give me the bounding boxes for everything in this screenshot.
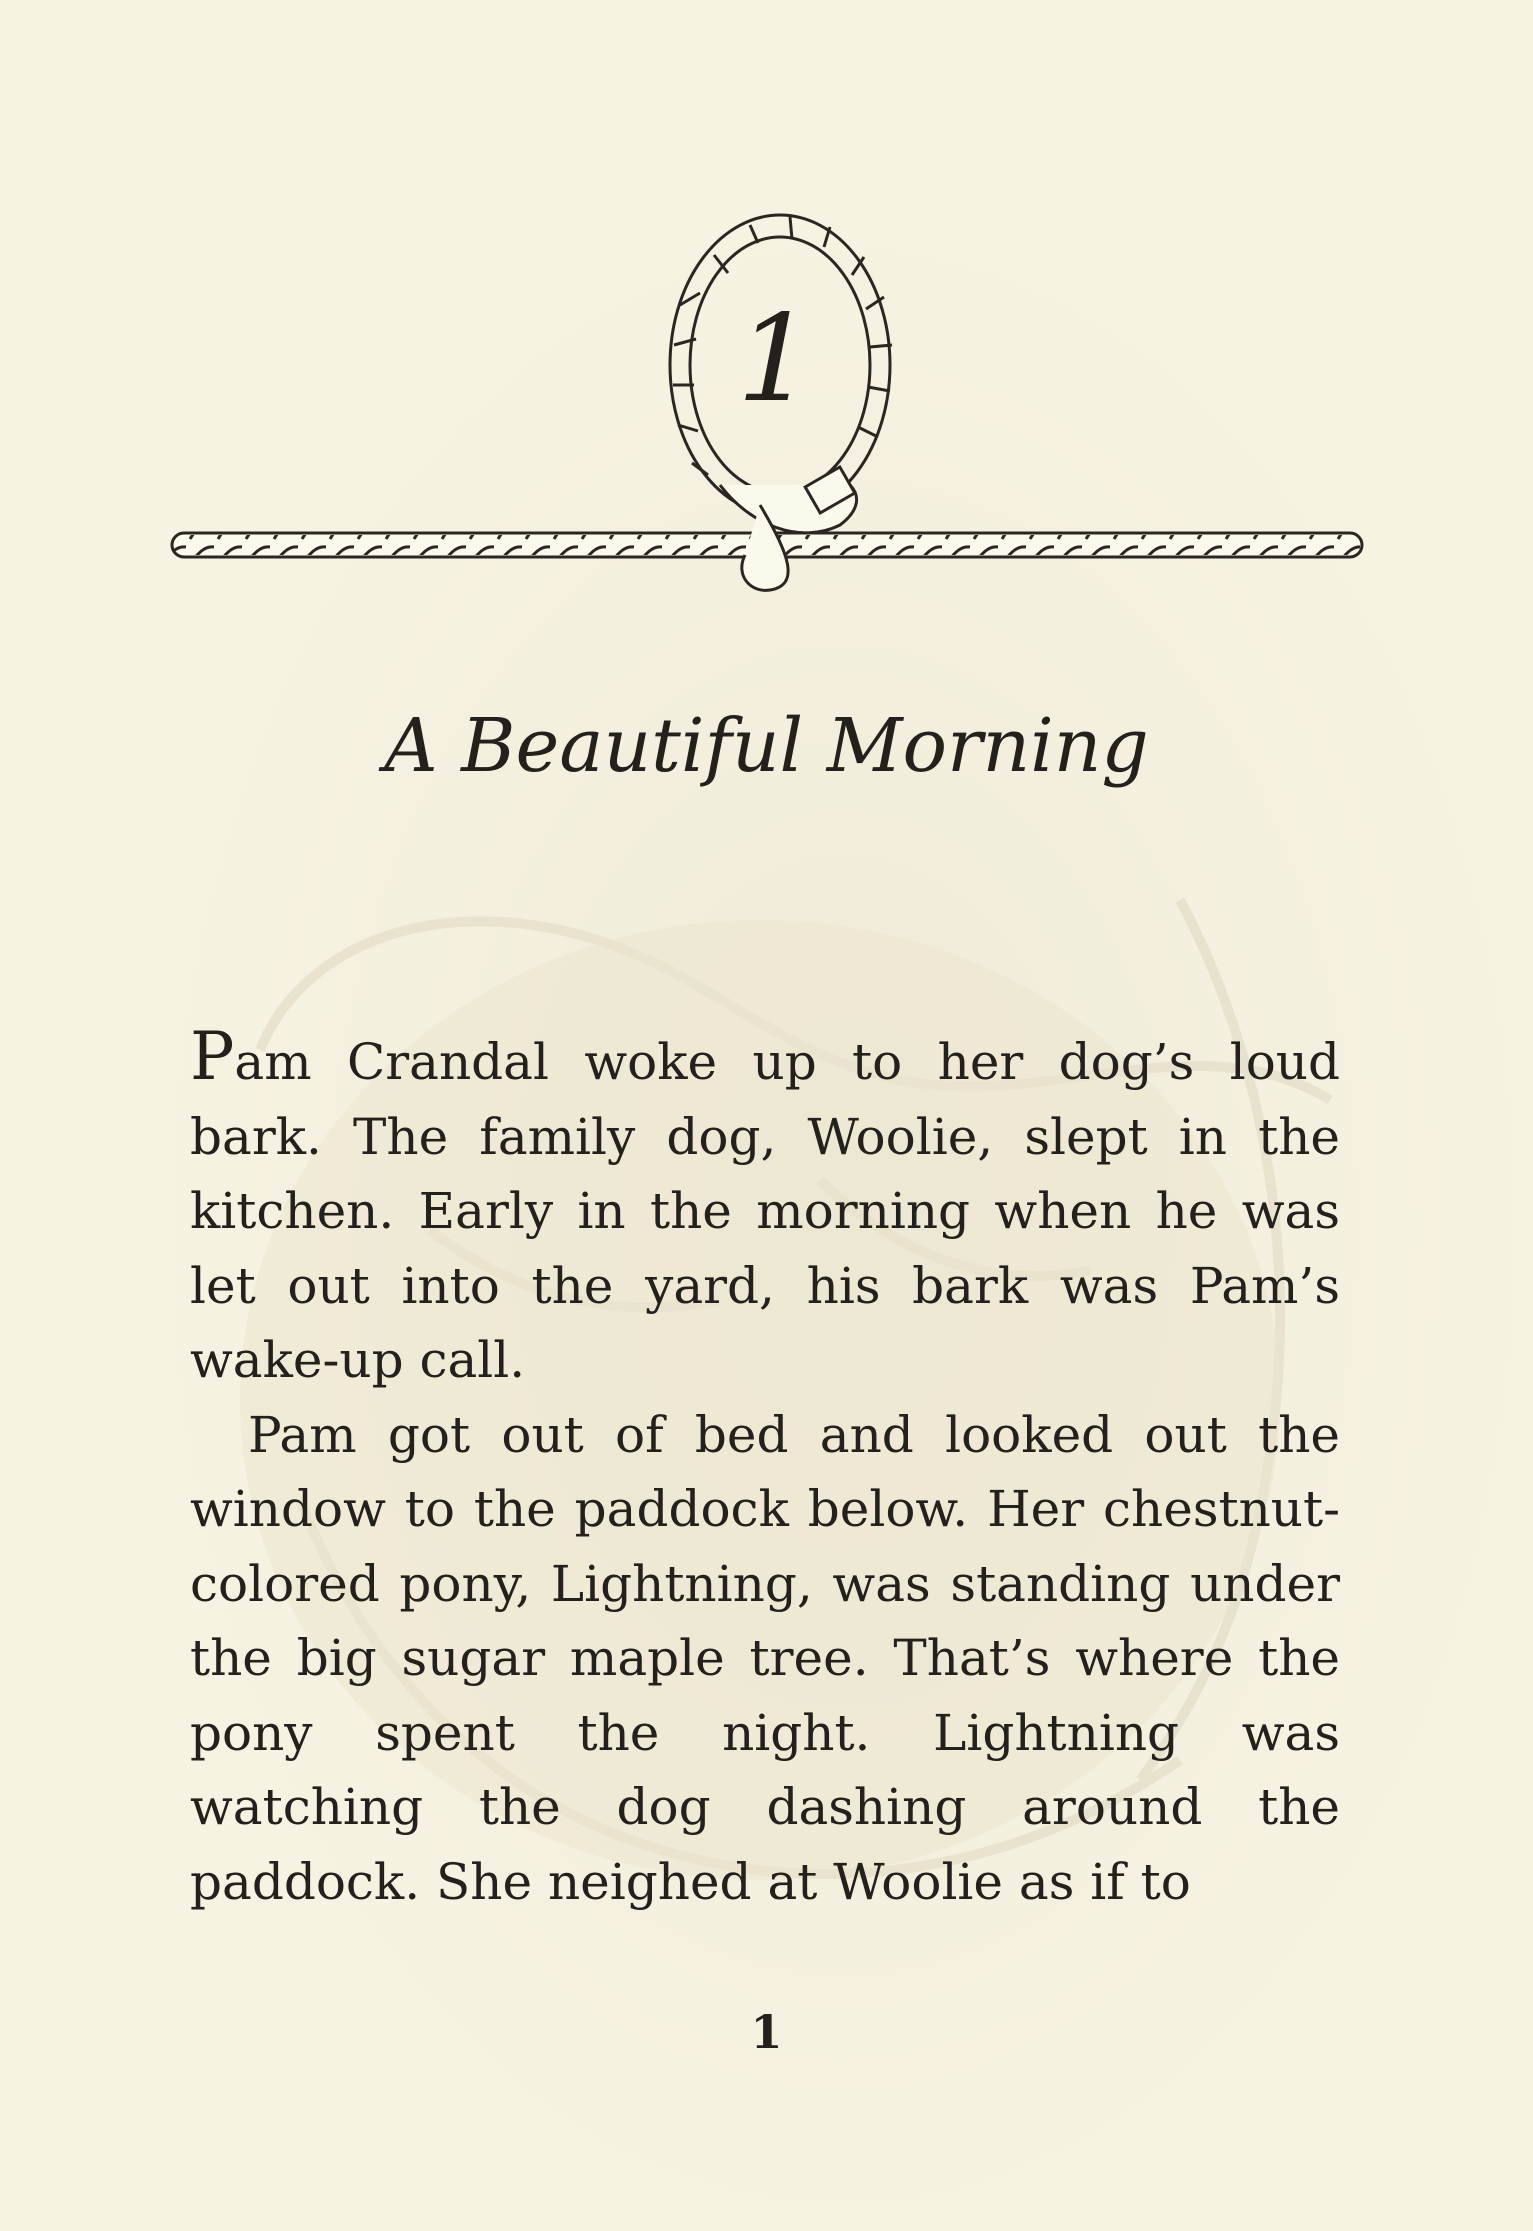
paragraph-2: Pam got out of bed and looked out the window to the paddock below. Her chestnut-colored pony, Lightning, was standing under the big sugar maple tree. That’s where the pony spent the night. Lightning was watching the dog dashing around the paddock. She neighed at Woolie as if to	[190, 1405, 1340, 1911]
initial-letter: P	[190, 1018, 235, 1095]
paragraph-1	[190, 1020, 1340, 1398]
chapter-body	[190, 1020, 1340, 1919]
chapter-number: 1	[736, 290, 814, 429]
paragraph-1-text: am Crandal woke up to her dog’s loud bark. The family dog, Woolie, slept in the kitchen. Early in the morning when he was let out into the yard, his bark was Pam’s wake-up call.	[190, 1033, 1340, 1389]
chapter-title: A Beautiful Morning	[384, 703, 1149, 789]
page-number: 1	[750, 2005, 783, 2059]
